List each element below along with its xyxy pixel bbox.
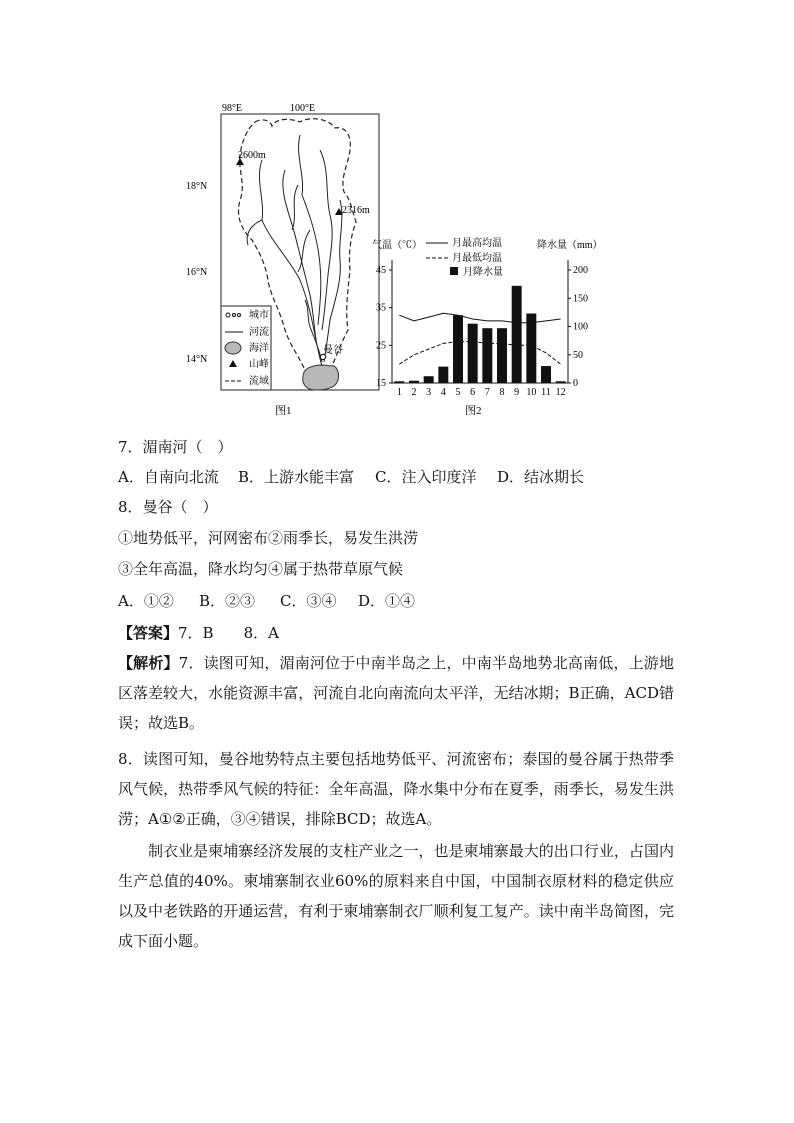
legend-min-temp: 月最低均温 bbox=[452, 253, 502, 264]
q8-statement-line-1: ①地势低平，河网密布②雨季长，易发生洪涝 bbox=[118, 529, 419, 547]
right-tick-label: 0 bbox=[573, 378, 578, 389]
analysis-label: 【解析】 bbox=[118, 654, 179, 672]
lat-label-14: 14°N bbox=[186, 354, 208, 365]
answer-text: 7．B 8．A bbox=[178, 624, 279, 642]
precip-bar bbox=[541, 366, 551, 383]
figures-area bbox=[0, 0, 794, 430]
lat-label-18: 18°N bbox=[186, 181, 208, 192]
precip-bar bbox=[394, 381, 404, 383]
left-tick-label: 35 bbox=[376, 302, 386, 314]
q8-option-b[interactable]: B．②③ bbox=[199, 592, 256, 610]
figure-2-caption: 图2 bbox=[465, 405, 482, 417]
q7-stem: 7．湄南河（ ） bbox=[118, 438, 233, 456]
answer-label: 【答案】 bbox=[118, 624, 179, 642]
figures-svg bbox=[0, 0, 794, 430]
q7-option-d[interactable]: D．结冰期长 bbox=[497, 468, 585, 486]
city-label: 曼谷 bbox=[323, 345, 343, 356]
legend-peak: 山峰 bbox=[249, 359, 269, 370]
left-axis-label: 气温（℃） bbox=[372, 240, 422, 251]
peak-label-2316: 2316m bbox=[342, 205, 370, 216]
max-temp-line bbox=[399, 313, 560, 322]
month-label: 7 bbox=[484, 387, 490, 398]
q8-option-d[interactable]: D．①④ bbox=[358, 592, 416, 610]
precip-bar bbox=[424, 376, 434, 383]
legend-precip: 月降水量 bbox=[463, 267, 503, 278]
analysis-q7-text: 7．读图可知，湄南河位于中南半岛之上，中南半岛地势北高南低，上游地区落差较大，水能资源丰富，河流自北向南流向太平洋，无结冰期；B正确，ACD错误；故选B。 bbox=[118, 654, 674, 732]
q7-options bbox=[118, 467, 584, 487]
legend-river: 河流 bbox=[249, 327, 269, 338]
figure-1-caption: 图1 bbox=[275, 405, 292, 417]
month-label: 9 bbox=[514, 387, 520, 398]
right-tick-label: 150 bbox=[573, 293, 588, 305]
min-temp-line bbox=[399, 342, 560, 365]
precip-bar bbox=[453, 315, 463, 383]
precip-bar bbox=[409, 381, 419, 383]
right-axis-label: 降水量（mm） bbox=[537, 240, 603, 251]
precip-bar bbox=[526, 314, 536, 383]
figure-2-climate-chart bbox=[372, 236, 603, 417]
month-label: 4 bbox=[440, 387, 446, 398]
right-tick-label: 50 bbox=[573, 349, 583, 361]
month-label: 11 bbox=[541, 387, 551, 398]
precip-bar bbox=[438, 367, 448, 383]
legend-basin: 流域 bbox=[249, 376, 269, 387]
q8-option-a[interactable]: A．①② bbox=[118, 592, 174, 610]
precip-bar bbox=[497, 328, 507, 383]
right-tick-label: 100 bbox=[573, 321, 588, 333]
q8-option-c[interactable]: C．③④ bbox=[280, 592, 337, 610]
legend-ocean-icon bbox=[225, 342, 241, 354]
right-tick-label: 200 bbox=[573, 265, 588, 276]
precip-bar bbox=[512, 286, 522, 383]
peak-label-2600: 2600m bbox=[238, 150, 266, 161]
month-label: 6 bbox=[470, 387, 476, 398]
month-label: 2 bbox=[411, 387, 417, 398]
legend-precip-icon bbox=[450, 267, 458, 275]
q8-statement-line-2: ③全年高温，降水均匀④属于热带草原气候 bbox=[118, 560, 404, 578]
precip-bar bbox=[468, 324, 478, 383]
q7-option-b[interactable]: B．上游水能丰富 bbox=[238, 468, 355, 486]
analysis-q8: 8．读图可知，曼谷地势特点主要包括地势低平、河流密布；泰国的曼谷属于热带季风气候，热带季风气候的特征：全年高温，降水集中分布在夏季，雨季长，易发生洪涝；A①②正确，③④错误，排除BCD；故选A。 bbox=[118, 750, 674, 828]
month-label: 5 bbox=[455, 387, 461, 398]
left-tick-label: 15 bbox=[376, 378, 386, 389]
month-label: 8 bbox=[499, 387, 505, 398]
legend-ocean: 海洋 bbox=[249, 343, 269, 354]
legend-max-temp: 月最高均温 bbox=[452, 238, 502, 249]
precip-bar bbox=[556, 381, 566, 383]
q7-option-a[interactable]: A．自南向北流 bbox=[118, 468, 219, 486]
gulf-ocean bbox=[303, 365, 339, 390]
figure-1-map bbox=[186, 103, 379, 417]
month-label: 3 bbox=[426, 387, 432, 398]
answer-line bbox=[118, 623, 279, 643]
legend-city: 城市 bbox=[249, 310, 269, 321]
analysis-q7 bbox=[118, 648, 674, 738]
month-label: 12 bbox=[555, 387, 566, 398]
q8-options bbox=[118, 591, 415, 611]
lat-label-16: 16°N bbox=[186, 267, 208, 278]
reading-passage: 制衣业是柬埔寨经济发展的支柱产业之一，也是柬埔寨最大的出口行业，占国内生产总值的40%。柬埔寨制衣业60%的原料来自中国，中国制衣原材料的稳定供应以及中老铁路的开通运营，有利于柬埔寨制衣厂顺利复工复产。读中南半岛简图，完成下面小题。 bbox=[118, 842, 674, 950]
lon-label-98: 98°E bbox=[222, 103, 243, 114]
month-label: 10 bbox=[526, 387, 537, 398]
lon-label-100: 100°E bbox=[290, 103, 316, 114]
left-tick-label: 45 bbox=[376, 265, 386, 276]
precip-bar bbox=[482, 328, 492, 383]
month-label: 1 bbox=[396, 387, 402, 398]
left-tick-label: 25 bbox=[376, 340, 386, 352]
q8-stem: 8．曼谷（ ） bbox=[118, 498, 218, 516]
q7-option-c[interactable]: C．注入印度洋 bbox=[375, 468, 477, 486]
